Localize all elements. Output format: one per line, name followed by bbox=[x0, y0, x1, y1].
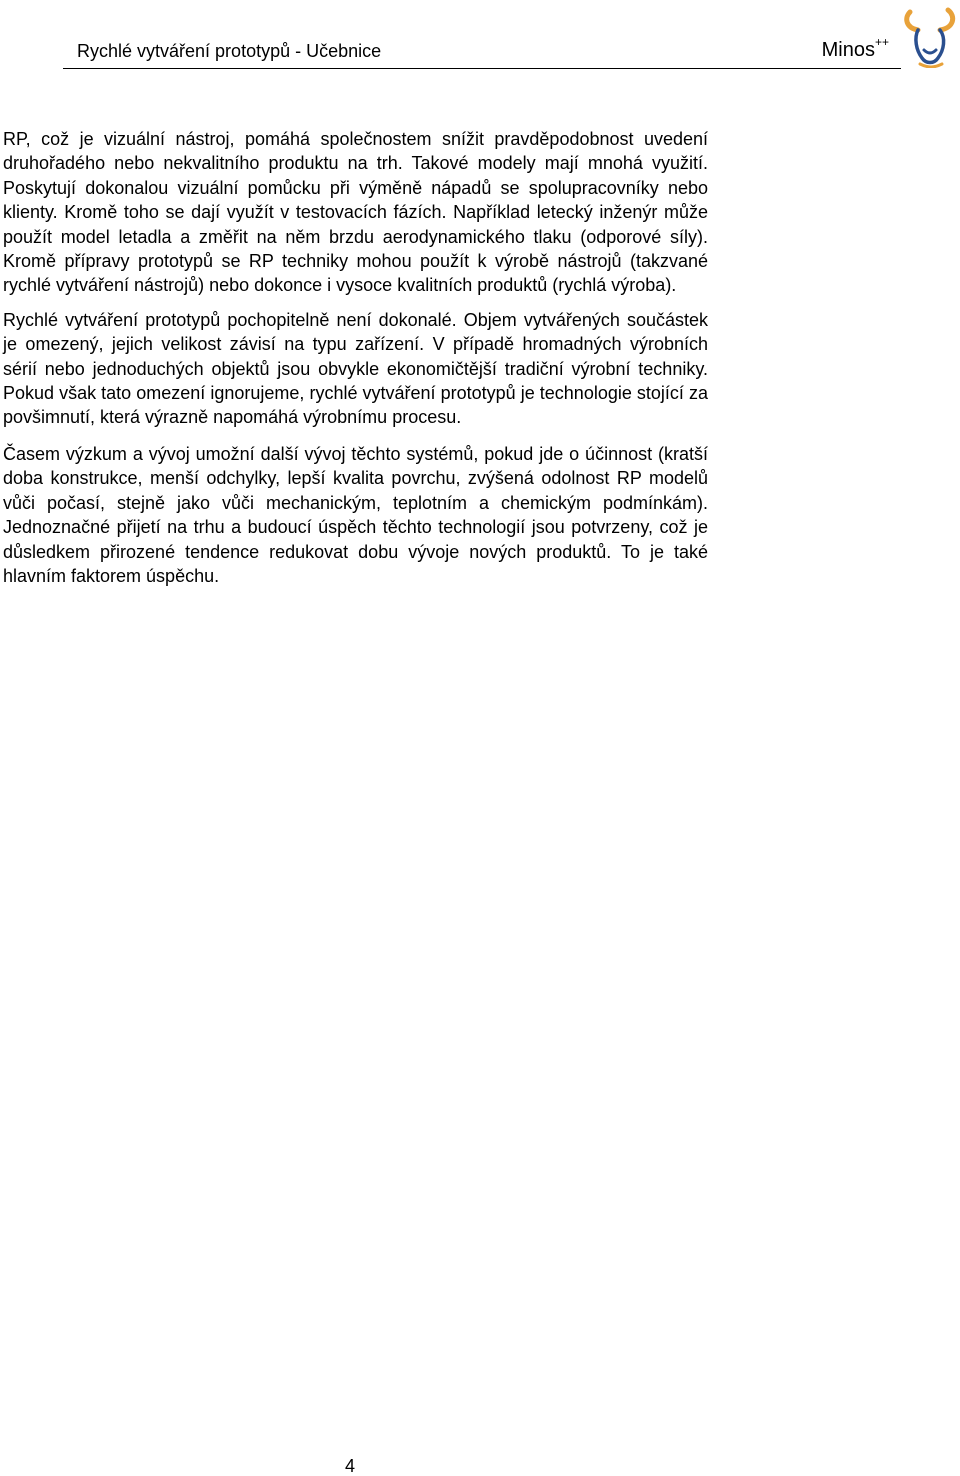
document-body bbox=[3, 127, 708, 588]
page-number: 4 bbox=[345, 1456, 356, 1476]
header-title: Rychlé vytváření prototypů - Učebnice bbox=[77, 41, 382, 61]
brand-superscript: ++ bbox=[874, 35, 889, 50]
brand-name: Minos bbox=[821, 39, 875, 61]
page-header bbox=[63, 0, 901, 69]
header-brand bbox=[821, 35, 889, 62]
paragraph-1: RP, což je vizuální nástroj, pomáhá společnostem snížit pravděpodobnost uvedení druhořadého nebo nekvalitního produktu na trh. Takové modely mají mnohá využití. Poskytují dokonalou vizuální pomůcku při výměně nápadů se spolupracovníky nebo klienty. Kromě toho se dají využít v testovacích fázích. Například letecký inženýr může použít model letadla a změřit na něm brzdu aerodynamického tlaku (odporové síly). Kromě přípravy prototypů se RP techniky mohou použít k výrobě nástrojů (takzvané rychlé vytváření nástrojů) nebo dokonce i vysoce kvalitních produktů (rychlá výroba). bbox=[3, 129, 708, 296]
minos-bull-logo-icon bbox=[900, 4, 958, 68]
paragraph-2: Rychlé vytváření prototypů pochopitelně není dokonalé. Objem vytvářených součástek je omezený, jejich velikost závisí na typu zařízení. V případě hromadných výrobních sérií nebo jednoduchých objektů jsou obvykle ekonomičtější tradiční výrobní techniky. Pokud však tato omezení ignorujeme, rychlé vytváření prototypů je technologie stojící za povšimnutí, která výrazně napomáhá výrobnímu procesu. bbox=[3, 309, 708, 428]
paragraph-3: Časem výzkum a vývoj umožní další vývoj těchto systémů, pokud jde o účinnost (kratší doba konstrukce, menší odchylky, lepší kvalita povrchu, zvýšená odolnost RP modelů vůči počasí, stejně jako vůči mechanickým, teplotním a chemickým podmínkám). Jednoznačné přijetí na trhu a budoucí úspěch těchto technologií jsou potvrzeny, což je důsledkem přirozené tendence redukovat dobu vývoje nových produktů. To je také hlavním faktorem úspěchu. bbox=[3, 443, 708, 586]
